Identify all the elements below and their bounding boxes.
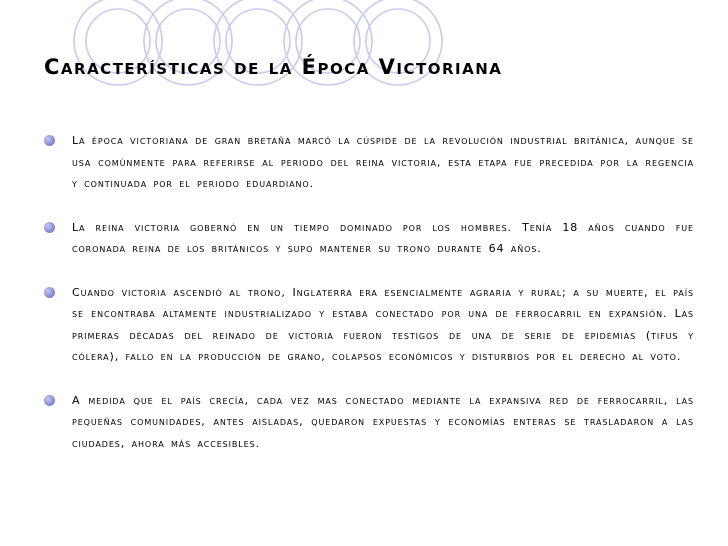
bullet-text: A medida que el país crecía, cada vez mas conectado mediante la expansiva red de ferrocarril, las pequeñas comunidades, antes aisladas, quedaron expuestas y economías enteras se trasladaron a las ciudades, ahora más accesibles. [72, 393, 694, 450]
bullet-item [44, 130, 694, 195]
bullet-dot-icon [44, 222, 55, 233]
bullet-dot-icon [44, 395, 55, 406]
bullet-dot-icon [44, 135, 55, 146]
bullet-text: La época victoriana de gran bretaña marcó la cúspide de la revolución industrial británica, aunque se usa comúnmente para referirse al periodo del reina victoria, esta etapa fue precedida por la regencia y continuada por el periodo eduardiano. [72, 134, 694, 190]
bullet-item [44, 282, 694, 368]
bullet-item [44, 217, 694, 260]
bullet-dot-icon [44, 287, 55, 298]
bullet-text: La reina victoria gobernó en un tiempo dominado por los hombres. Tenía 18 años cuando fue coronada reina de los británicos y supo mantener su trono durante 64 años. [72, 220, 694, 255]
bullet-item [44, 390, 694, 455]
slide-title: Características de la Época Victoriana [44, 55, 503, 79]
bullet-text: Cuando victoria ascendió al trono, Inglaterra era esencialmente agraria y rural; a su muerte, el país se encontraba altamente industrializado y estaba conectado por una de ferrocarril en expansión. Las primeras décadas del reinado de victoria fueron testigos de una de serie de epidemias (tifus y cólera), fallo en la producción de grano, colapsos económicos y disturbios por el derecho al voto. [72, 285, 694, 363]
bullet-list [44, 130, 694, 476]
